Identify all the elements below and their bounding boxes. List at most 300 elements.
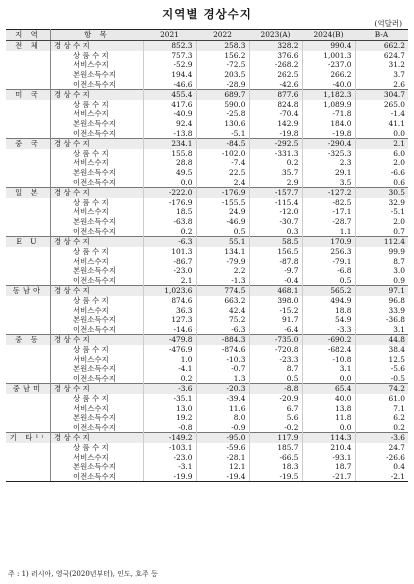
- value-cell: -8.8: [249, 384, 302, 394]
- table-row: [6, 423, 408, 433]
- region-label: [6, 394, 51, 404]
- value-cell: -222.0: [143, 188, 196, 198]
- value-cell: 24.7: [355, 443, 408, 453]
- table-row: [6, 325, 408, 335]
- value-cell: -87.8: [249, 256, 302, 266]
- item-label: 본원소득수지: [73, 364, 116, 374]
- value-cell: 262.5: [249, 70, 302, 80]
- value-cell: 689.7: [196, 90, 249, 100]
- value-cell: 130.6: [196, 119, 249, 129]
- value-cell: -20.3: [196, 384, 249, 394]
- value-cell: 65.4: [302, 384, 355, 394]
- value-cell: 663.2: [196, 296, 249, 306]
- region-label: [6, 355, 51, 365]
- value-cell: -884.3: [196, 335, 249, 345]
- value-cell: -3.6: [143, 384, 196, 394]
- value-cell: -0.8: [143, 423, 196, 433]
- value-cell: 8.0: [196, 413, 249, 423]
- value-cell: 774.5: [196, 286, 249, 296]
- item-label: 이전소득수지: [73, 324, 116, 334]
- value-cell: 74.2: [355, 384, 408, 394]
- value-cell: -21.7: [302, 472, 355, 482]
- region-label: [6, 51, 51, 61]
- value-cell: -7.4: [196, 158, 249, 168]
- table-row: [6, 355, 408, 365]
- value-cell: -42.6: [249, 79, 302, 89]
- value-cell: -5.1: [355, 207, 408, 217]
- value-cell: 101.3: [143, 247, 196, 257]
- region-label: [6, 345, 51, 355]
- value-cell: -23.0: [143, 453, 196, 463]
- table-row: [6, 100, 408, 110]
- regional-current-account-table: [6, 29, 408, 482]
- value-cell: 96.8: [355, 296, 408, 306]
- value-cell: 5.6: [249, 413, 302, 423]
- table-row: [6, 119, 408, 129]
- value-cell: 41.1: [355, 119, 408, 129]
- region-label: [6, 109, 51, 119]
- value-cell: -13.8: [143, 128, 196, 138]
- value-cell: 185.7: [249, 443, 302, 453]
- item-label: 본원소득수지: [73, 168, 116, 178]
- item-label: 서비스수지: [73, 60, 109, 70]
- table-row: [6, 60, 408, 70]
- value-cell: -292.5: [249, 139, 302, 149]
- value-cell: 0.6: [355, 178, 408, 188]
- value-cell: 114.3: [302, 433, 355, 443]
- item-label: 경 상 수 지: [51, 139, 144, 149]
- value-cell: -30.7: [249, 217, 302, 227]
- value-cell: -6.3: [196, 325, 249, 335]
- table-row: [6, 394, 408, 404]
- item-label: 본원소득수지: [73, 266, 116, 276]
- value-cell: 155.8: [143, 149, 196, 159]
- region-label: [6, 325, 51, 335]
- value-cell: -479.8: [143, 335, 196, 345]
- region-label: 중남미: [6, 384, 51, 394]
- item-label: 상 품 수 지: [73, 148, 109, 158]
- region-label: 동남아: [6, 286, 51, 296]
- value-cell: 127.3: [143, 315, 196, 325]
- value-cell: 142.9: [249, 119, 302, 129]
- region-label: [6, 374, 51, 384]
- value-cell: -28.7: [302, 217, 355, 227]
- item-label: 상 품 수 지: [73, 99, 109, 109]
- item-label: 경 상 수 지: [51, 41, 144, 51]
- table-row: [6, 217, 408, 227]
- value-cell: 33.9: [355, 305, 408, 315]
- item-label: 본원소득수지: [73, 217, 116, 227]
- value-cell: -63.8: [143, 217, 196, 227]
- table-row: [6, 276, 408, 286]
- value-cell: 38.4: [355, 345, 408, 355]
- value-cell: 58.5: [249, 237, 302, 247]
- table-title: 지역별 경상수지: [162, 7, 252, 21]
- item-label: 상 품 수 지: [73, 344, 109, 354]
- value-cell: -0.5: [355, 374, 408, 384]
- item-label: 이전소득수지: [73, 226, 116, 236]
- value-cell: -0.4: [249, 276, 302, 286]
- value-cell: 3.5: [302, 178, 355, 188]
- value-cell: 32.9: [355, 198, 408, 208]
- value-cell: -25.8: [196, 109, 249, 119]
- item-label: 상 품 수 지: [73, 443, 109, 453]
- value-cell: 54.9: [302, 315, 355, 325]
- table-row: [6, 188, 408, 198]
- value-cell: 97.1: [355, 286, 408, 296]
- table-row: [6, 109, 408, 119]
- region-label: 기 타¹⁾: [6, 433, 51, 443]
- value-cell: 565.2: [302, 286, 355, 296]
- region-label: [6, 462, 51, 472]
- value-cell: 24.9: [196, 207, 249, 217]
- region-label: 전 체: [6, 41, 51, 51]
- table-row: [6, 296, 408, 306]
- item-label: 상 품 수 지: [73, 295, 109, 305]
- region-label: [6, 79, 51, 89]
- region-label: [6, 60, 51, 70]
- value-cell: 170.9: [302, 237, 355, 247]
- region-label: [6, 227, 51, 237]
- item-label: 경 상 수 지: [51, 188, 144, 198]
- col-region: 지 역: [6, 30, 51, 41]
- value-cell: 234.1: [143, 139, 196, 149]
- table-row: [6, 305, 408, 315]
- item-label: 이전소득수지: [73, 79, 116, 89]
- table-row: [6, 158, 408, 168]
- region-label: 중 동: [6, 335, 51, 345]
- value-cell: 134.1: [196, 247, 249, 257]
- region-label: [6, 168, 51, 178]
- value-cell: 49.5: [143, 168, 196, 178]
- table-row: [6, 256, 408, 266]
- item-label: 서비스수지: [73, 354, 109, 364]
- value-cell: 0.7: [355, 227, 408, 237]
- table-row: [6, 286, 408, 296]
- table-row: [6, 247, 408, 257]
- region-label: [6, 119, 51, 129]
- value-cell: -127.2: [302, 188, 355, 198]
- value-cell: -40.9: [143, 109, 196, 119]
- value-cell: 328.2: [249, 41, 302, 51]
- value-cell: -6.3: [143, 237, 196, 247]
- region-label: [6, 100, 51, 110]
- value-cell: 2.3: [302, 158, 355, 168]
- col-2022: 2022: [196, 30, 249, 41]
- region-label: [6, 472, 51, 482]
- value-cell: -82.5: [302, 198, 355, 208]
- value-cell: -0.9: [196, 423, 249, 433]
- item-label: 서비스수지: [73, 109, 109, 119]
- value-cell: -66.5: [249, 453, 302, 463]
- region-label: [6, 178, 51, 188]
- item-label: 이전소득수지: [73, 373, 116, 383]
- table-row: [6, 443, 408, 453]
- value-cell: -95.0: [196, 433, 249, 443]
- value-cell: -46.6: [143, 79, 196, 89]
- value-cell: -290.4: [302, 139, 355, 149]
- value-cell: 2.6: [355, 79, 408, 89]
- value-cell: -3.1: [143, 462, 196, 472]
- value-cell: 22.5: [196, 168, 249, 178]
- value-cell: -4.1: [143, 364, 196, 374]
- value-cell: -17.1: [302, 207, 355, 217]
- table-row: [6, 472, 408, 482]
- value-cell: 117.9: [249, 433, 302, 443]
- table-row: [6, 207, 408, 217]
- table-row: [6, 41, 408, 51]
- value-cell: 852.3: [143, 41, 196, 51]
- value-cell: -6.8: [302, 266, 355, 276]
- value-cell: 2.9: [249, 178, 302, 188]
- table-row: [6, 90, 408, 100]
- value-cell: 874.6: [143, 296, 196, 306]
- value-cell: 0.0: [302, 423, 355, 433]
- item-label: 본원소득수지: [73, 69, 116, 79]
- value-cell: 1,001.3: [302, 51, 355, 61]
- item-label: 경 상 수 지: [51, 237, 144, 247]
- region-label: [6, 128, 51, 138]
- table-row: [6, 79, 408, 89]
- value-cell: -70.4: [249, 109, 302, 119]
- region-label: [6, 247, 51, 257]
- value-cell: -20.9: [249, 394, 302, 404]
- value-cell: 0.2: [249, 158, 302, 168]
- value-cell: 2.1: [143, 276, 196, 286]
- region-label: [6, 413, 51, 423]
- value-cell: -874.6: [196, 345, 249, 355]
- region-label: [6, 217, 51, 227]
- table-row: [6, 168, 408, 178]
- value-cell: 112.4: [355, 237, 408, 247]
- item-label: 상 품 수 지: [73, 50, 109, 60]
- value-cell: 75.2: [196, 315, 249, 325]
- value-cell: -9.7: [249, 266, 302, 276]
- table-row: [6, 139, 408, 149]
- value-cell: 99.9: [355, 247, 408, 257]
- value-cell: -102.0: [196, 149, 249, 159]
- item-label: 본원소득수지: [73, 315, 116, 325]
- value-cell: 18.5: [143, 207, 196, 217]
- value-cell: -115.4: [249, 198, 302, 208]
- value-cell: 18.8: [302, 305, 355, 315]
- value-cell: 304.7: [355, 90, 408, 100]
- value-cell: 990.4: [302, 41, 355, 51]
- value-cell: -1.4: [355, 109, 408, 119]
- value-cell: 40.0: [302, 394, 355, 404]
- region-label: [6, 198, 51, 208]
- item-label: 서비스수지: [73, 207, 109, 217]
- value-cell: 1.1: [302, 227, 355, 237]
- value-cell: 28.8: [143, 158, 196, 168]
- item-label: 이전소득수지: [73, 128, 116, 138]
- region-label: [6, 149, 51, 159]
- value-cell: 824.8: [249, 100, 302, 110]
- value-cell: 203.5: [196, 70, 249, 80]
- value-cell: -84.5: [196, 139, 249, 149]
- value-cell: 36.3: [143, 305, 196, 315]
- value-cell: 29.1: [302, 168, 355, 178]
- value-cell: 2.0: [355, 217, 408, 227]
- value-cell: -0.2: [249, 423, 302, 433]
- value-cell: 6.2: [355, 413, 408, 423]
- value-cell: 61.0: [355, 394, 408, 404]
- value-cell: 18.7: [302, 462, 355, 472]
- value-cell: 92.4: [143, 119, 196, 129]
- value-cell: -19.8: [302, 128, 355, 138]
- value-cell: -6.4: [249, 325, 302, 335]
- table-row: [6, 128, 408, 138]
- value-cell: 18.3: [249, 462, 302, 472]
- value-cell: -103.1: [143, 443, 196, 453]
- value-cell: 12.5: [355, 355, 408, 365]
- value-cell: 156.5: [249, 247, 302, 257]
- region-label: [6, 266, 51, 276]
- value-cell: 35.7: [249, 168, 302, 178]
- value-cell: 376.6: [249, 51, 302, 61]
- value-cell: -157.7: [249, 188, 302, 198]
- value-cell: 0.4: [355, 462, 408, 472]
- region-label: [6, 453, 51, 463]
- region-label: [6, 315, 51, 325]
- value-cell: 42.4: [196, 305, 249, 315]
- region-label: [6, 207, 51, 217]
- table-row: [6, 227, 408, 237]
- value-cell: 3.1: [302, 364, 355, 374]
- value-cell: 194.4: [143, 70, 196, 80]
- table-row: [6, 315, 408, 325]
- table-row: [6, 433, 408, 443]
- value-cell: 55.1: [196, 237, 249, 247]
- value-cell: -682.4: [302, 345, 355, 355]
- value-cell: 11.8: [302, 413, 355, 423]
- value-cell: -268.2: [249, 60, 302, 70]
- value-cell: -0.7: [196, 364, 249, 374]
- table-row: [6, 149, 408, 159]
- value-cell: 3.1: [355, 325, 408, 335]
- region-label: [6, 305, 51, 315]
- value-cell: -735.0: [249, 335, 302, 345]
- value-cell: -19.5: [249, 472, 302, 482]
- item-label: 서비스수지: [73, 403, 109, 413]
- value-cell: 8.7: [249, 364, 302, 374]
- value-cell: -35.1: [143, 394, 196, 404]
- item-label: 이전소득수지: [73, 275, 116, 285]
- value-cell: -15.2: [249, 305, 302, 315]
- table-row: [6, 413, 408, 423]
- item-label: 서비스수지: [73, 158, 109, 168]
- value-cell: 3.7: [355, 70, 408, 80]
- value-cell: -176.9: [196, 188, 249, 198]
- value-cell: 0.3: [249, 227, 302, 237]
- region-label: [6, 256, 51, 266]
- region-label: [6, 364, 51, 374]
- value-cell: -36.8: [355, 315, 408, 325]
- value-cell: -19.4: [196, 472, 249, 482]
- value-cell: 1,182.3: [302, 90, 355, 100]
- value-cell: 662.2: [355, 41, 408, 51]
- value-cell: 6.0: [355, 149, 408, 159]
- item-label: 이전소득수지: [73, 422, 116, 432]
- region-label: [6, 404, 51, 414]
- value-cell: -10.3: [196, 355, 249, 365]
- value-cell: -79.1: [302, 256, 355, 266]
- value-cell: 455.4: [143, 90, 196, 100]
- region-label: 중 국: [6, 139, 51, 149]
- value-cell: 0.2: [355, 423, 408, 433]
- table-row: [6, 384, 408, 394]
- item-label: 경 상 수 지: [51, 286, 144, 296]
- value-cell: 3.0: [355, 266, 408, 276]
- value-cell: -3.6: [355, 433, 408, 443]
- value-cell: 2.2: [196, 266, 249, 276]
- table-row: [6, 178, 408, 188]
- table-row: [6, 364, 408, 374]
- item-label: 서비스수지: [73, 305, 109, 315]
- table-row: [6, 237, 408, 247]
- value-cell: 30.5: [355, 188, 408, 198]
- value-cell: 877.6: [249, 90, 302, 100]
- value-cell: 13.8: [302, 404, 355, 414]
- value-cell: -476.9: [143, 345, 196, 355]
- value-cell: -72.5: [196, 60, 249, 70]
- value-cell: -3.3: [302, 325, 355, 335]
- value-cell: -12.0: [249, 207, 302, 217]
- value-cell: 0.9: [355, 276, 408, 286]
- value-cell: -59.6: [196, 443, 249, 453]
- value-cell: -46.9: [196, 217, 249, 227]
- item-label: 이전소득수지: [51, 472, 144, 482]
- value-cell: -5.6: [355, 364, 408, 374]
- value-cell: -40.0: [302, 79, 355, 89]
- value-cell: 0.0: [302, 374, 355, 384]
- value-cell: -52.9: [143, 60, 196, 70]
- item-label: 본원소득수지: [73, 462, 116, 472]
- value-cell: -39.4: [196, 394, 249, 404]
- item-label: 경 상 수 지: [51, 335, 144, 345]
- item-label: 경 상 수 지: [51, 384, 144, 394]
- value-cell: 398.0: [249, 296, 302, 306]
- item-label: 상 품 수 지: [73, 394, 109, 404]
- value-cell: 0.5: [196, 227, 249, 237]
- item-label: 상 품 수 지: [73, 197, 109, 207]
- region-label: [6, 423, 51, 433]
- item-label: 서비스수지: [73, 452, 109, 462]
- value-cell: -28.9: [196, 79, 249, 89]
- region-label: 일 본: [6, 188, 51, 198]
- value-cell: 757.3: [143, 51, 196, 61]
- item-label: 본원소득수지: [73, 118, 116, 128]
- value-cell: 2.0: [355, 158, 408, 168]
- value-cell: 494.9: [302, 296, 355, 306]
- value-cell: 1,023.6: [143, 286, 196, 296]
- value-cell: 210.4: [302, 443, 355, 453]
- table-row: [6, 462, 408, 472]
- value-cell: 91.7: [249, 315, 302, 325]
- value-cell: 44.8: [355, 335, 408, 345]
- region-label: [6, 158, 51, 168]
- value-cell: 184.0: [302, 119, 355, 129]
- value-cell: 624.7: [355, 51, 408, 61]
- value-cell: 0.5: [249, 374, 302, 384]
- value-cell: 256.3: [302, 247, 355, 257]
- table-row: [6, 51, 408, 61]
- value-cell: 468.1: [249, 286, 302, 296]
- value-cell: -26.6: [355, 453, 408, 463]
- value-cell: 7.1: [355, 404, 408, 414]
- value-cell: 19.2: [143, 413, 196, 423]
- value-cell: -23.3: [249, 355, 302, 365]
